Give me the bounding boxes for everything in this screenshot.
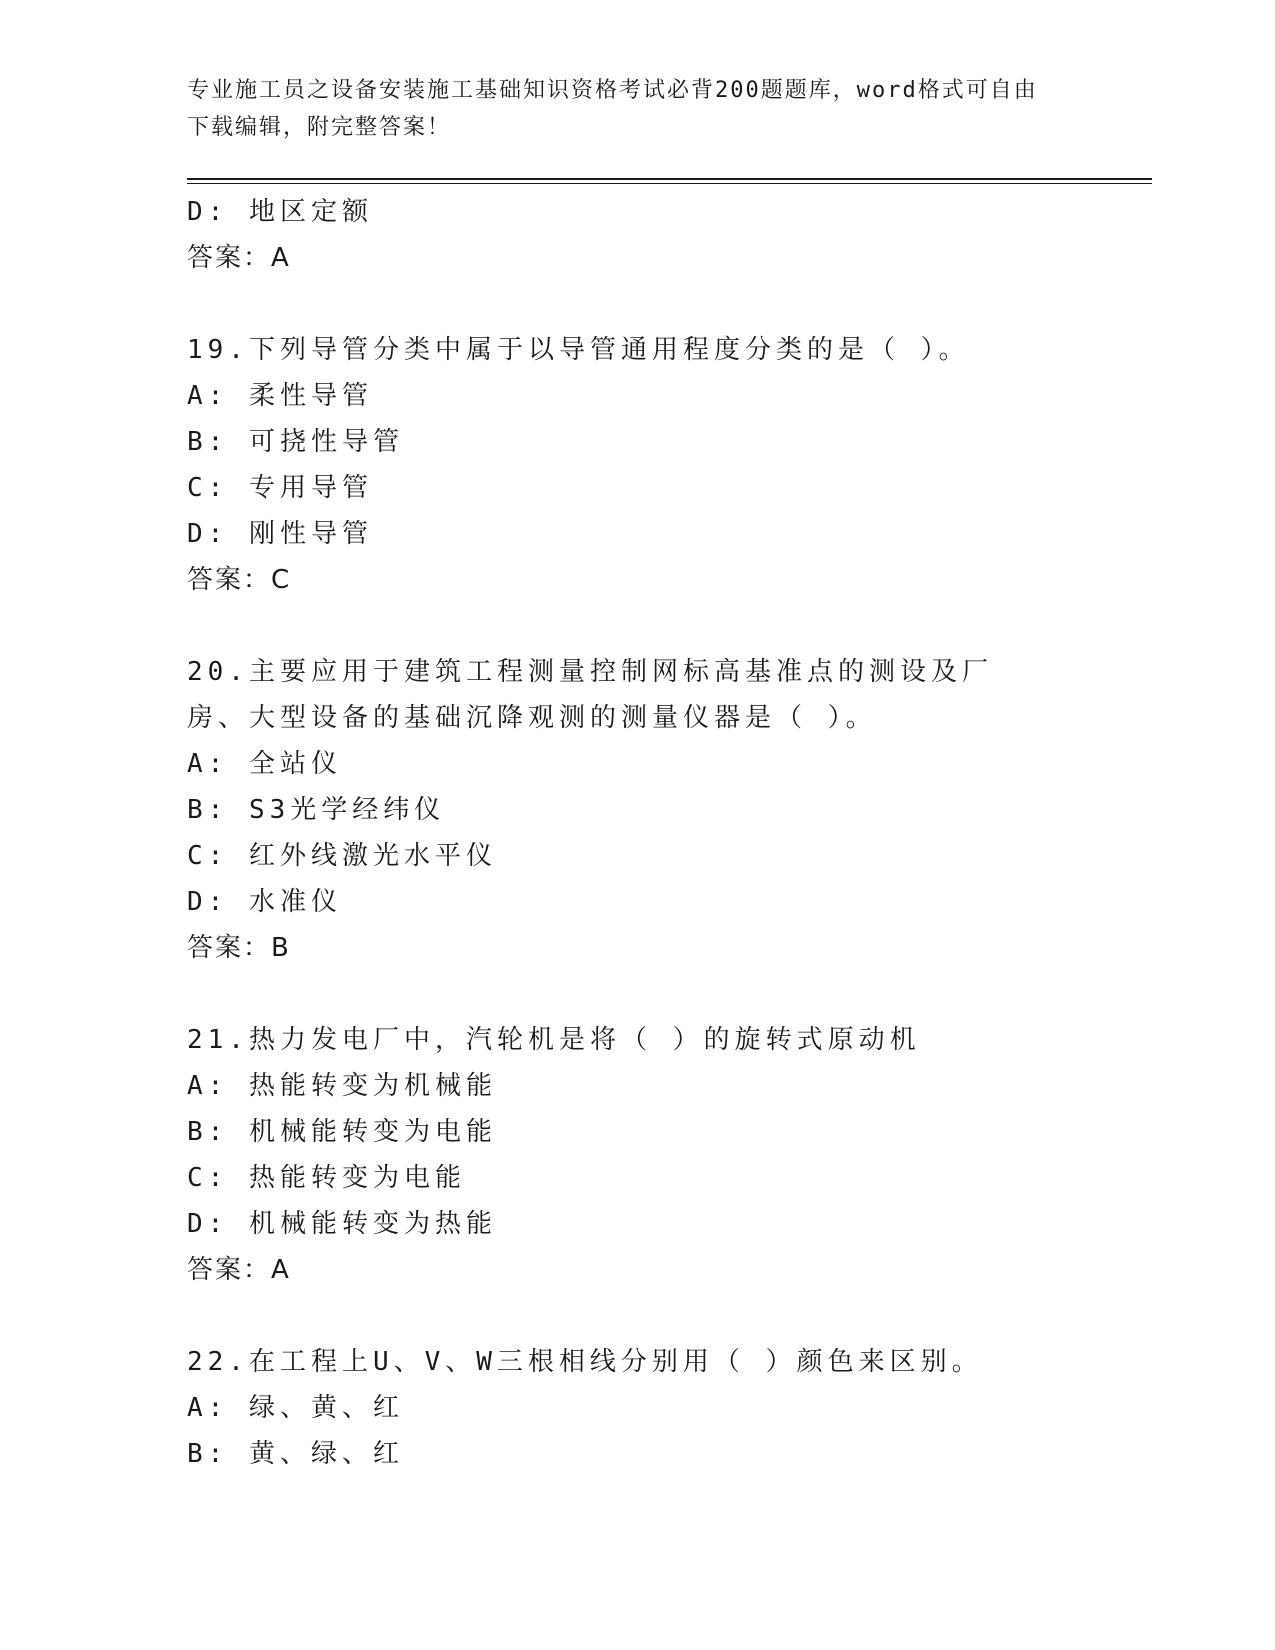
option-c: C: 专用导管 [187,473,373,503]
header-line-1: 专业施工员之设备安装施工基础知识资格考试必背200题题库，word格式可自由 [187,78,1038,103]
option-a: A: 绿、黄、红 [187,1393,404,1423]
question-text: 20.主要应用于建筑工程测量控制网标高基准点的测设及厂房、大型设备的基础沉降观测的测量仪器是（ ）。 [187,657,993,733]
option-c: C: 红外线激光水平仪 [187,841,497,871]
option-b: B: 可挠性导管 [187,427,404,457]
header-line-2: 下载编辑，附完整答案！ [187,115,452,140]
option-c: C: 热能转变为电能 [187,1163,466,1193]
option-b: B: 机械能转变为电能 [187,1117,497,1147]
question-22 [187,1339,1087,1477]
document-header [187,72,1087,146]
option-d: D: 水准仪 [187,887,342,917]
option-a: A: 热能转变为机械能 [187,1071,497,1101]
option-a: A: 柔性导管 [187,381,373,411]
answer: 答案：B [187,933,291,963]
document-body [187,189,1087,1477]
option-a: A: 全站仪 [187,749,342,779]
answer: 答案：A [187,243,291,273]
option-b: B: 黄、绿、红 [187,1439,404,1469]
header-divider-thick [187,178,1152,180]
option-d: D: 地区定额 [187,197,373,227]
question-18-tail [187,189,1087,281]
answer: 答案：C [187,565,292,595]
question-text: 19.下列导管分类中属于以导管通用程度分类的是（ ）。 [187,335,970,365]
question-20 [187,649,1087,971]
question-text: 21.热力发电厂中，汽轮机是将（ ）的旋转式原动机 [187,1025,921,1055]
option-d: D: 机械能转变为热能 [187,1209,497,1239]
option-b: B: S3光学经纬仪 [187,795,446,825]
question-text: 22.在工程上U、V、W三根相线分别用（ ）颜色来区别。 [187,1347,983,1377]
option-d: D: 刚性导管 [187,519,373,549]
question-19 [187,327,1087,603]
question-21 [187,1017,1087,1293]
header-divider-thin [187,183,1152,184]
answer: 答案：A [187,1255,291,1285]
